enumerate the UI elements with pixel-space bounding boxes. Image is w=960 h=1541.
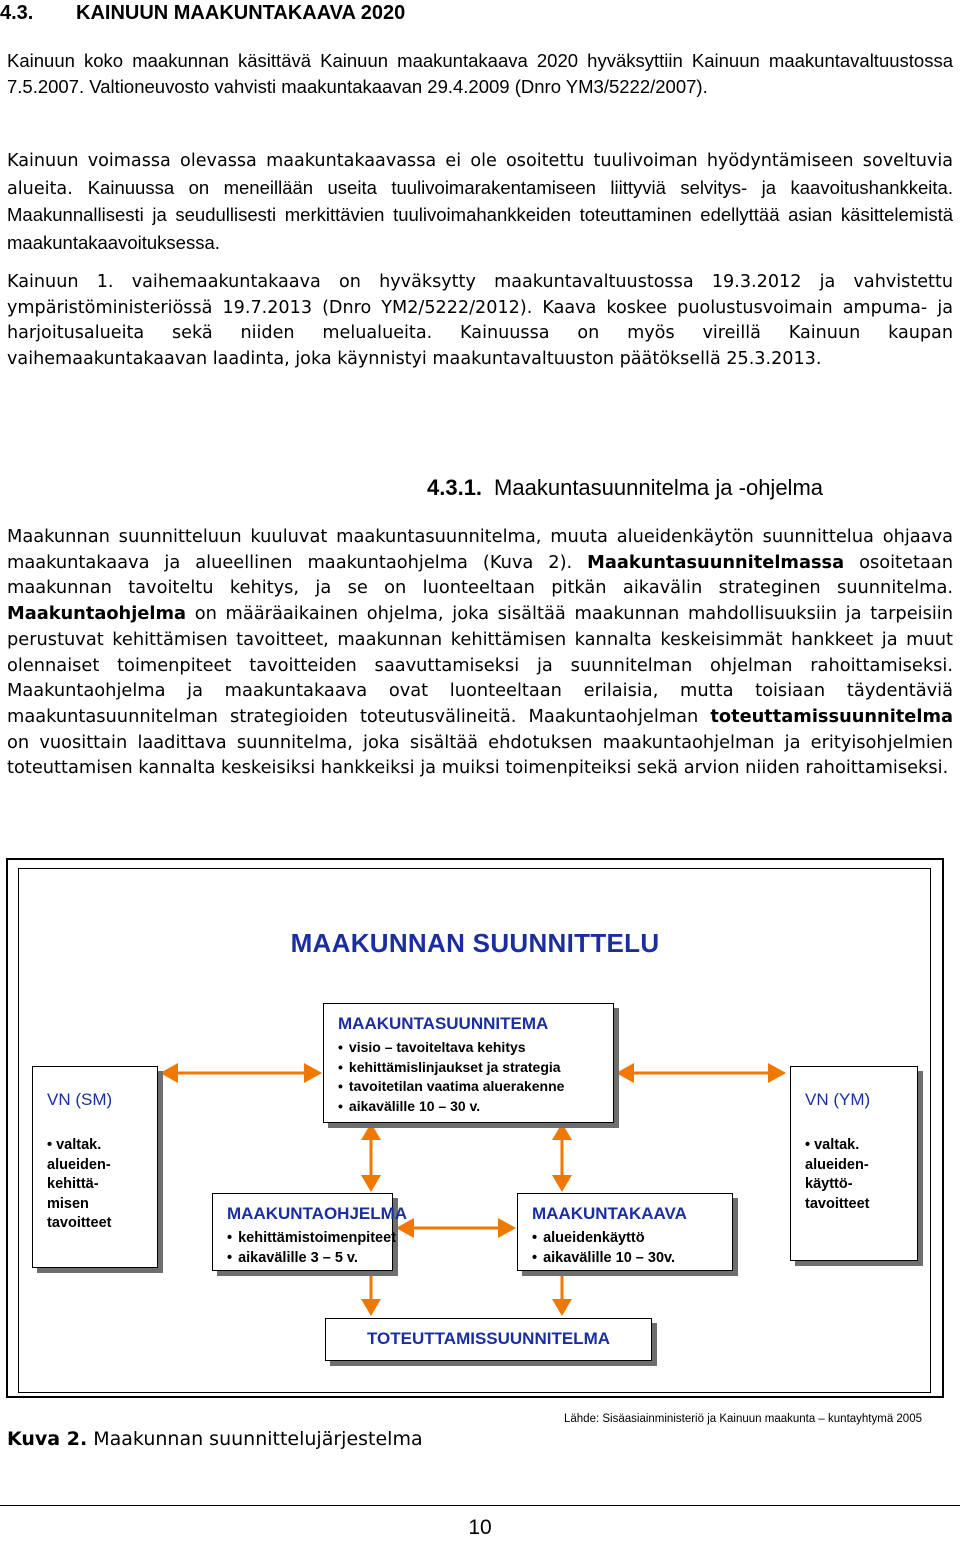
- paragraph-2-part-c: Maakunnallisesti ja seudullisesti merkittävien tuulivoimahankkeiden toteuttaminen edellyttää asian käsittelemistä maakuntakaavoituksessa.: [7, 204, 953, 254]
- text-line: käyttö-: [805, 1176, 853, 1192]
- box-vn-sm-title: VN (SM): [47, 1090, 113, 1109]
- term-maakuntasuunnitelma: Maakuntasuunnitelmassa: [587, 551, 845, 573]
- box-maakuntaohjelma: [212, 1193, 408, 1271]
- text-line: • valtak.: [805, 1137, 860, 1153]
- list-item: • aikavälille 10 – 30 v.: [338, 1097, 613, 1117]
- paragraph-3: Kainuun 1. vaihemaakuntakaava on hyväksytty maakuntavaltuustossa 19.3.2012 ja vahvistettu ympäristöministeriössä 19.7.2013 (Dnro YM2/5222/2012). Kaava koskee puolustusvoimain ampuma- ja harjoitusalueita sekä niiden melualueita. Kainuussa on myös vireillä Kainuun kaupan vaihemaakuntakaavan laadinta, joka käynnistyi maakuntavaltuuston päätöksellä 25.3.2013.: [7, 272, 953, 370]
- arrowhead: [304, 1063, 322, 1083]
- box-vn-sm-text: [47, 1136, 157, 1234]
- text-line: misen: [47, 1195, 89, 1212]
- arrowhead: [361, 1299, 381, 1316]
- figure-title: MAAKUNNAN SUUNNITTELU: [290, 928, 660, 958]
- text-line: kehittä-: [47, 1176, 99, 1192]
- arrowhead: [160, 1063, 178, 1083]
- box-vn-ym-text: [805, 1136, 917, 1214]
- figure-caption: [7, 1428, 423, 1450]
- caption-text: Maakunnan suunnittelujärjestelma: [87, 1428, 423, 1450]
- text-line: • valtak.: [47, 1137, 102, 1153]
- arrowhead: [361, 1175, 381, 1192]
- box-maakuntasuunnitelma-title: MAAKUNTASUUNNITEMA: [338, 1014, 549, 1033]
- box-maakuntaohjelma-list: [227, 1228, 396, 1268]
- arrowhead: [498, 1218, 516, 1238]
- box-toteuttamissuunnitelma-title: TOTEUTTAMISSUUNNITELMA: [366, 1329, 611, 1348]
- arrowhead: [552, 1123, 572, 1140]
- box-maakuntakaava: [517, 1193, 733, 1271]
- text-line: alueiden-: [805, 1156, 869, 1173]
- box-vn-ym-title: VN (YM): [805, 1090, 871, 1109]
- text-line: tavoitteet: [47, 1215, 112, 1231]
- subsection-title: Maakuntasuunnitelma ja -ohjelma: [494, 475, 824, 500]
- subsection-number: 4.3.1.: [427, 475, 483, 500]
- list-item: • visio – tavoiteltava kehitys: [338, 1038, 613, 1058]
- arrowhead: [616, 1063, 634, 1083]
- paragraph-2-part-b: Kainuussa on meneillään useita tuulivoimarakentamiseen liittyviä selvitys- ja kaavoitushankkeita.: [87, 176, 953, 198]
- figure-source: Lähde: Sisäasiainministeriö ja Kainuun maakunta – kuntayhtymä 2005: [564, 1413, 922, 1425]
- list-item: • kehittämistoimenpiteet: [227, 1228, 392, 1248]
- box-toteuttamissuunnitelma: [325, 1318, 652, 1361]
- paragraph-4-text-3: on määräaikainen ohjelma, joka sisältää maakunnan mahdollisuuksiin ja tarpeisiin perustuvat kehittämisen tavoitteet, maakunnan kehittämisen kannalta keskeisimmät hankkeet ja muut olennaiset toimenpiteet tavoitteiden saavuttamiseksi ja suunnitelman ohjelman rahoittamiseksi. Maakuntaohjelma ja maakuntakaava ovat luonteeltaan erilaisia, mutta toisiaan täydentäviä maakuntasuunnitelman strategioiden toteutusvälineitä. Maakuntaohjelman: [7, 603, 953, 727]
- list-item: • aikavälille 10 – 30v.: [532, 1248, 732, 1268]
- paragraph-4-text-1: Maakunnan suunnitteluun kuuluvat maakuntasuunnitelma, muuta alueidenkäytön suunnittelua ohjaava maakuntakaava ja alueellinen maakuntaohjelma (Kuva 2).: [7, 526, 953, 573]
- box-vn-ym: [790, 1066, 918, 1261]
- paragraph-4-text-2: osoitetaan maakunnan tavoiteltu kehitys, ja se on luonteeltaan pitkän aikavälin strateginen suunnitelma.: [7, 551, 953, 599]
- list-item: • tavoitetilan vaatima aluerakenne: [338, 1077, 613, 1097]
- section-number: 4.3.: [0, 2, 34, 24]
- term-maakuntaohjelma: Maakuntaohjelma: [7, 603, 186, 625]
- arrowhead: [361, 1123, 381, 1140]
- footer-rule: [0, 1505, 960, 1506]
- term-toteuttamissuunnitelma: toteuttamissuunnitelma: [710, 705, 953, 727]
- paragraph-1: Kainuun koko maakunnan käsittävä Kainuun maakuntakaava 2020 hyväksyttiin Kainuun maakuntavaltuustossa 7.5.2007. Valtioneuvosto vahvisti maakuntakaavan 29.4.2009 (Dnro YM3/5222/2007).: [7, 50, 953, 97]
- paragraph-2-part-a: Kainuun voimassa olevassa maakuntakaavassa ei ole osoitettu tuulivoiman hyödyntämiseen soveltuvia alueita.: [7, 151, 953, 199]
- page-number: 10: [468, 1516, 492, 1539]
- arrowhead: [768, 1063, 786, 1083]
- box-maakuntaohjelma-title: MAAKUNTAOHJELMA: [227, 1204, 408, 1223]
- box-maakuntakaava-title: MAAKUNTAKAAVA: [532, 1204, 687, 1223]
- text-line: tavoitteet: [805, 1195, 870, 1212]
- arrowhead: [552, 1175, 572, 1192]
- list-item: • alueidenkäyttö: [532, 1228, 732, 1248]
- box-maakuntakaava-list: [532, 1228, 732, 1268]
- list-item: • aikavälille 3 – 5 v.: [227, 1248, 392, 1268]
- arrowhead: [552, 1299, 572, 1316]
- box-maakuntasuunnitelma: [323, 1003, 614, 1123]
- box-vn-sm: [32, 1066, 158, 1268]
- list-item: • kehittämislinjaukset ja strategia: [338, 1058, 613, 1078]
- paragraph-4-text-4: on vuosittain laadittava suunnitelma, joka sisältää ehdotuksen maakuntaohjelman ja erityisohjelmien toteuttamisen kannalta keskeisiksi hankkeiksi ja muiksi toimenpiteiksi sekä arvion niiden rahoittamiseksi.: [7, 731, 953, 779]
- section-title: KAINUUN MAAKUNTAKAAVA 2020: [76, 2, 406, 24]
- text-line: alueiden-: [47, 1156, 111, 1173]
- caption-label: Kuva 2.: [7, 1428, 88, 1450]
- box-maakuntasuunnitelma-list: [338, 1038, 613, 1116]
